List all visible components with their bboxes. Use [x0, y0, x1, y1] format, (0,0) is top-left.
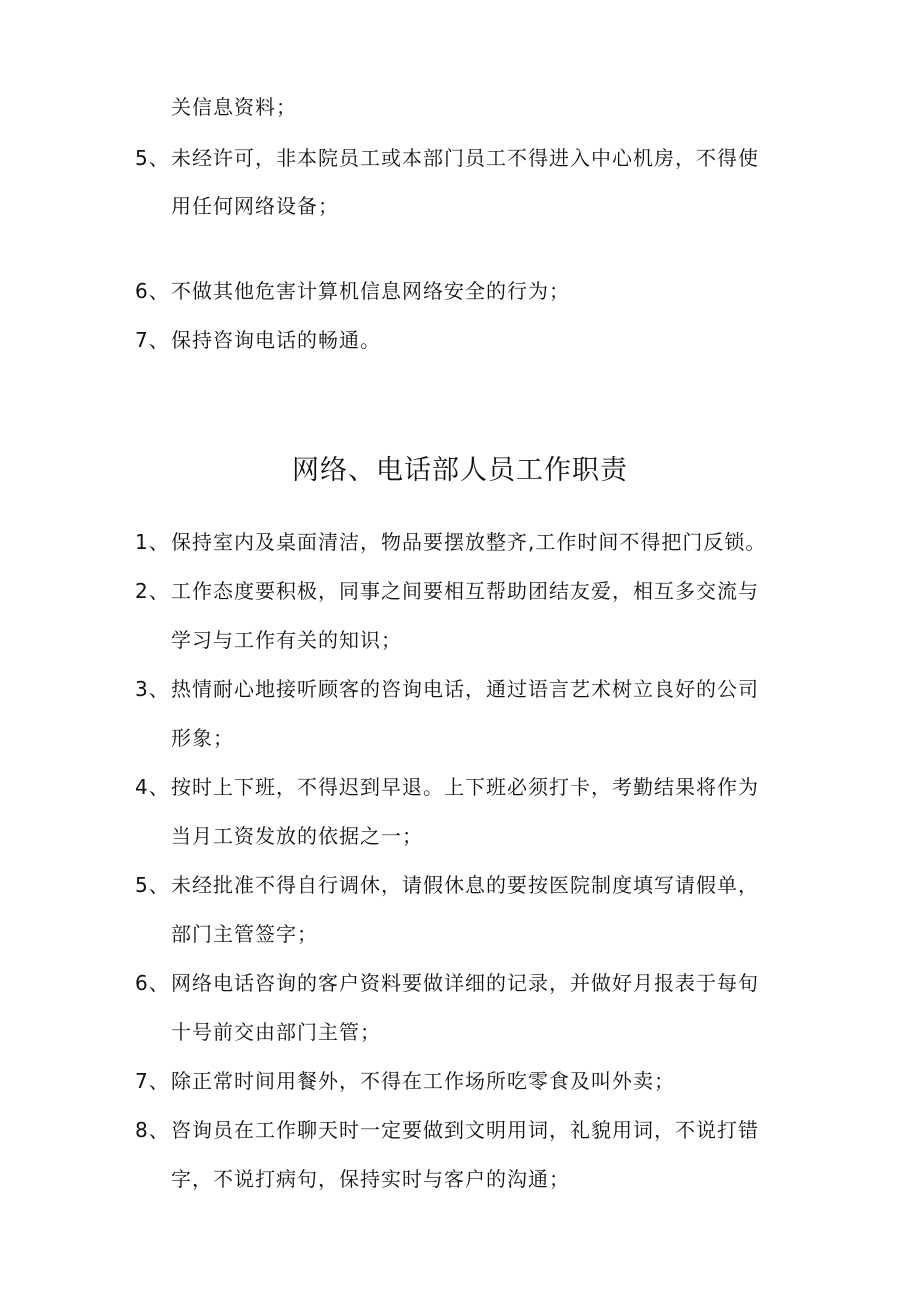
top-item-5-text: 未经许可，非本院员工或本部门员工不得进入中心机房，不得使 [171, 146, 759, 170]
item-2-text-cont: 学习与工作有关的知识； [171, 628, 402, 652]
item-5-text: 未经批准不得自行调休，请假休息的要按医院制度填写请假单， [171, 873, 759, 897]
top-item-5-text-cont: 用任何网络设备； [171, 194, 339, 218]
top-item-5-number: 5、 [135, 146, 170, 170]
top-item-6-number: 6、 [135, 279, 170, 303]
item-5-number: 5、 [135, 873, 170, 897]
item-4-text: 按时上下班，不得迟到早退。上下班必须打卡，考勤结果将作为 [171, 775, 759, 799]
item-8-text: 咨询员在工作聊天时一定要做到文明用词，礼貌用词，不说打错 [171, 1118, 759, 1142]
item-4-number: 4、 [135, 775, 170, 799]
item-3-text: 热情耐心地接听顾客的咨询电话，通过语言艺术树立良好的公司 [171, 677, 759, 701]
item-2-text: 工作态度要积极，同事之间要相互帮助团结友爱，相互多交流与 [171, 579, 759, 603]
item-4-text-cont: 当月工资发放的依据之一； [171, 824, 423, 848]
section-title: 网络、电话部人员工作职责 [292, 455, 628, 486]
top-item-7-text: 保持咨询电话的畅通。 [171, 328, 381, 352]
item-5-text-cont: 部门主管签字； [171, 922, 318, 946]
item-2-number: 2、 [135, 579, 170, 603]
item-7-text: 除正常时间用餐外，不得在工作场所吃零食及叫外卖； [171, 1069, 675, 1093]
item-6-text-cont: 十号前交由部门主管； [171, 1020, 381, 1044]
continuation-text: 关信息资料； [171, 95, 297, 119]
item-8-text-cont: 字，不说打病句，保持实时与客户的沟通； [171, 1167, 570, 1191]
item-1-number: 1、 [135, 530, 170, 554]
item-6-text: 网络电话咨询的客户资料要做详细的记录，并做好月报表于每旬 [171, 971, 759, 995]
top-item-7-number: 7、 [135, 328, 170, 352]
item-8-number: 8、 [135, 1118, 170, 1142]
item-7-number: 7、 [135, 1069, 170, 1093]
item-6-number: 6、 [135, 971, 170, 995]
item-3-number: 3、 [135, 677, 170, 701]
item-3-text-cont: 形象； [171, 726, 234, 750]
top-item-6-text: 不做其他危害计算机信息网络安全的行为； [171, 279, 570, 303]
item-1-text: 保持室内及桌面清洁，物品要摆放整齐,工作时间不得把门反锁。 [171, 530, 767, 554]
